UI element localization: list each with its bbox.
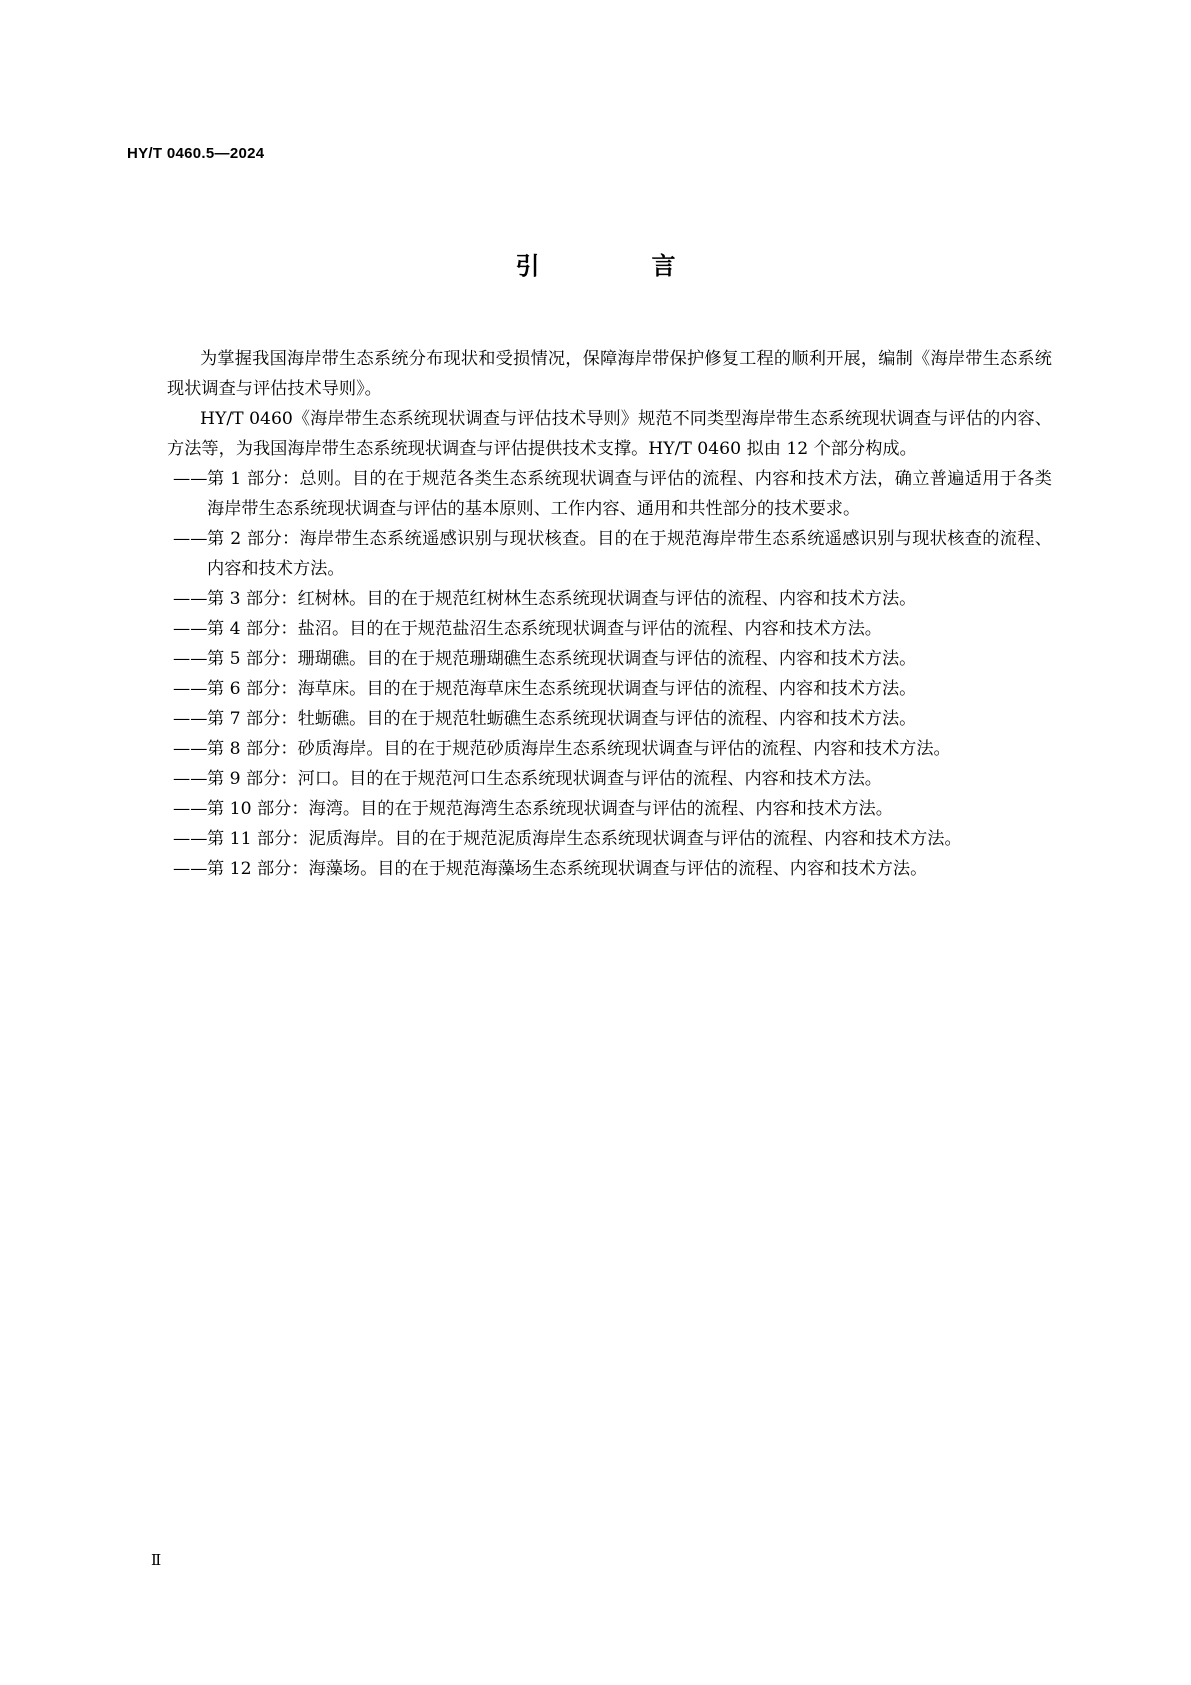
list-item-part-2 bbox=[167, 524, 1052, 584]
list-item-part-3 bbox=[167, 584, 1052, 614]
list-item-text: 第 10 部分：海湾。目的在于规范海湾生态系统现状调查与评估的流程、内容和技术方法。 bbox=[207, 799, 893, 819]
intro-paragraph-2: HY/T 0460《海岸带生态系统现状调查与评估技术导则》规范不同类型海岸带生态系统现状调查与评估的内容、方法等，为我国海岸带生态系统现状调查与评估提供技术支撑。HY/T 0460 拟由 12 个部分构成。 bbox=[167, 409, 1052, 459]
list-item-text: 第 2 部分：海岸带生态系统遥感识别与现状核查。目的在于规范海岸带生态系统遥感识别与现状核查的流程、内容和技术方法。 bbox=[207, 529, 1052, 579]
document-body bbox=[167, 344, 1052, 884]
list-dash: —— bbox=[173, 859, 208, 879]
standard-number: HY/T 0460.5—2024 bbox=[127, 145, 265, 162]
list-item-text: 第 8 部分：砂质海岸。目的在于规范砂质海岸生态系统现状调查与评估的流程、内容和技术方法。 bbox=[207, 739, 951, 759]
list-dash: —— bbox=[173, 649, 208, 669]
list-item-text: 第 6 部分：海草床。目的在于规范海草床生态系统现状调查与评估的流程、内容和技术方法。 bbox=[207, 679, 917, 699]
list-item-text: 第 5 部分：珊瑚礁。目的在于规范珊瑚礁生态系统现状调查与评估的流程、内容和技术方法。 bbox=[207, 649, 917, 669]
list-item-part-7 bbox=[167, 704, 1052, 734]
list-item-text: 第 4 部分：盐沼。目的在于规范盐沼生态系统现状调查与评估的流程、内容和技术方法。 bbox=[207, 619, 882, 639]
list-dash: —— bbox=[173, 469, 208, 489]
parts-list bbox=[167, 464, 1052, 884]
list-dash: —— bbox=[173, 679, 208, 699]
list-dash: —— bbox=[173, 589, 208, 609]
list-item-part-12 bbox=[167, 854, 1052, 884]
list-item-text: 第 7 部分：牡蛎礁。目的在于规范牡蛎礁生态系统现状调查与评估的流程、内容和技术方法。 bbox=[207, 709, 917, 729]
list-item-part-10 bbox=[167, 794, 1052, 824]
list-item-text: 第 12 部分：海藻场。目的在于规范海藻场生态系统现状调查与评估的流程、内容和技术方法。 bbox=[207, 859, 928, 879]
list-item-part-8 bbox=[167, 734, 1052, 764]
list-item-part-5 bbox=[167, 644, 1052, 674]
list-item-text: 第 9 部分：河口。目的在于规范河口生态系统现状调查与评估的流程、内容和技术方法。 bbox=[207, 769, 882, 789]
list-dash: —— bbox=[173, 619, 208, 639]
list-item-part-4 bbox=[167, 614, 1052, 644]
list-dash: —— bbox=[173, 829, 208, 849]
list-dash: —— bbox=[173, 799, 208, 819]
intro-paragraph-1: 为掌握我国海岸带生态系统分布现状和受损情况，保障海岸带保护修复工程的顺利开展，编制《海岸带生态系统现状调查与评估技术导则》。 bbox=[167, 349, 1052, 399]
list-item-part-1 bbox=[167, 464, 1052, 524]
list-dash: —— bbox=[173, 709, 208, 729]
page-title: 引 言 bbox=[515, 252, 720, 280]
list-item-part-11 bbox=[167, 824, 1052, 854]
list-dash: —— bbox=[173, 739, 208, 759]
list-item-text: 第 1 部分：总则。目的在于规范各类生态系统现状调查与评估的流程、内容和技术方法，确立普遍适用于各类海岸带生态系统现状调查与评估的基本原则、工作内容、通用和共性部分的技术要求。 bbox=[207, 469, 1052, 519]
list-item-part-6 bbox=[167, 674, 1052, 704]
list-item-text: 第 3 部分：红树林。目的在于规范红树林生态系统现状调查与评估的流程、内容和技术方法。 bbox=[207, 589, 917, 609]
list-dash: —— bbox=[173, 529, 208, 549]
page-number: Ⅱ bbox=[151, 1551, 162, 1569]
list-dash: —— bbox=[173, 769, 208, 789]
list-item-part-9 bbox=[167, 764, 1052, 794]
list-item-text: 第 11 部分：泥质海岸。目的在于规范泥质海岸生态系统现状调查与评估的流程、内容和技术方法。 bbox=[207, 829, 962, 849]
